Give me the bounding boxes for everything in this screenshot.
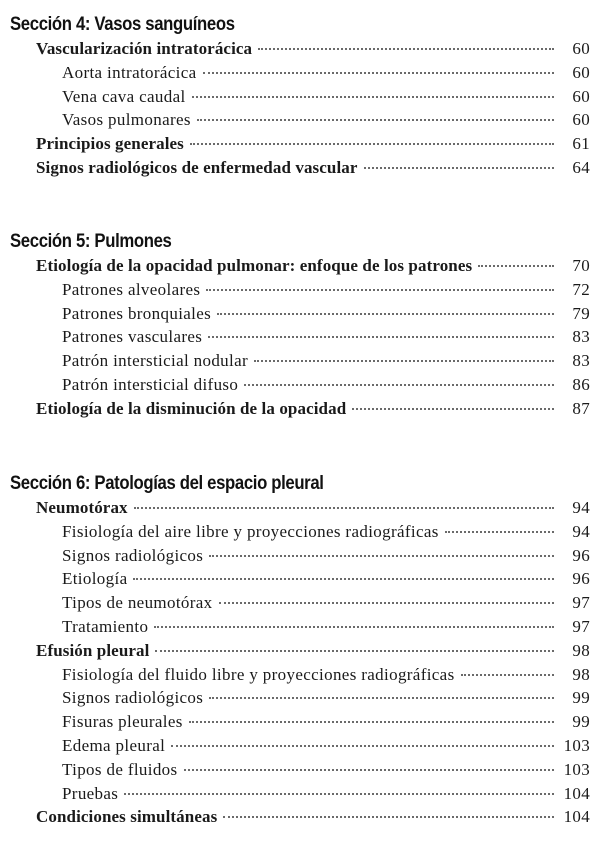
toc-entry-label: Neumotórax (36, 498, 128, 517)
toc-subentry[interactable] (0, 108, 600, 132)
dot-leader (352, 408, 554, 410)
dot-leader (133, 578, 554, 580)
toc-subentry[interactable] (0, 591, 600, 615)
toc-entry-page: 87 (572, 398, 590, 418)
toc-subentry[interactable] (0, 782, 600, 806)
toc-entry-page: 99 (572, 712, 590, 732)
toc-entry-label: Principios generales (36, 134, 184, 154)
toc-entry-label: Tratamiento (62, 616, 149, 636)
toc-subentry[interactable] (0, 302, 600, 326)
toc-entry-label: Fisuras pleurales (62, 712, 183, 732)
toc-entry-label: Patrones vasculares (62, 327, 203, 347)
toc-subentry[interactable] (0, 373, 600, 397)
toc-entry-page: 103 (563, 735, 590, 755)
toc-entry[interactable] (0, 132, 600, 156)
toc-subentry[interactable] (0, 758, 600, 782)
dot-leader (364, 167, 554, 169)
toc-entry-label: Patrón intersticial nodular (62, 351, 249, 371)
dot-leader (190, 143, 554, 145)
toc-entry[interactable] (0, 496, 600, 520)
toc-entry-label: Vascularización intratorácica (36, 39, 253, 58)
toc-entry-label: Tipos de fluidos (62, 759, 178, 779)
dot-leader (184, 769, 555, 771)
toc-entry-label: Signos radiológicos (62, 545, 204, 565)
toc-entry-label: Etiología de la opacidad pulmonar: enfoque de los patrones (36, 256, 473, 275)
toc-entry-page: 104 (563, 807, 590, 827)
toc-entry-page: 96 (572, 569, 590, 589)
toc-entry-page: 83 (572, 351, 590, 371)
toc-entry-page: 94 (572, 521, 590, 541)
toc-entry[interactable] (0, 254, 600, 278)
dot-leader (189, 721, 554, 723)
toc-entry[interactable] (0, 397, 600, 421)
toc-subentry[interactable] (0, 349, 600, 373)
toc-subentry[interactable] (0, 325, 600, 349)
toc-entry-page: 98 (572, 640, 590, 660)
toc-entry-page: 94 (572, 498, 590, 517)
toc-entry-page: 60 (572, 62, 590, 82)
toc-entry-page: 83 (572, 327, 590, 347)
toc-entry-page: 97 (572, 593, 590, 613)
dot-leader (244, 384, 554, 386)
toc-subentry[interactable] (0, 61, 600, 85)
dot-leader (206, 289, 554, 291)
toc-entry-label: Edema pleural (62, 735, 166, 755)
toc-subentry[interactable] (0, 615, 600, 639)
section-title: Sección 6: Patologías del espacio pleural (10, 473, 324, 494)
section-title: Sección 4: Vasos sanguíneos (10, 14, 235, 35)
toc-entry-page: 103 (563, 759, 590, 779)
toc-entry-label: Vena cava caudal (62, 86, 186, 106)
toc-entry-label: Signos radiológicos de enfermedad vascular (36, 157, 358, 177)
toc-entry-label: Condiciones simultáneas (36, 807, 218, 827)
dot-leader (217, 313, 554, 315)
dot-leader (208, 336, 554, 338)
toc-subentry[interactable] (0, 663, 600, 687)
toc-subentry[interactable] (0, 544, 600, 568)
toc-subentry[interactable] (0, 85, 600, 109)
toc-entry-label: Etiología de la disminución de la opacidad (36, 398, 347, 418)
dot-leader (155, 650, 554, 652)
toc-entry-label: Efusión pleural (36, 640, 150, 660)
dot-leader (209, 555, 554, 557)
dot-leader (254, 360, 554, 362)
toc-entry-page: 60 (572, 39, 590, 58)
dot-leader (219, 602, 554, 604)
toc-subentry[interactable] (0, 686, 600, 710)
dot-leader (445, 531, 554, 533)
toc-entry-page: 60 (572, 110, 590, 130)
toc-entry-label: Patrones alveolares (62, 279, 201, 299)
dot-leader (223, 816, 554, 818)
toc-entry-page: 97 (572, 616, 590, 636)
toc-entry-label: Fisiología del aire libre y proyecciones radiográficas (62, 521, 439, 541)
toc-entry[interactable] (0, 639, 600, 663)
toc-entry[interactable] (0, 805, 600, 829)
toc-entry-label: Signos radiológicos (62, 688, 204, 708)
toc-entry-label: Etiología (62, 569, 128, 589)
toc-subentry[interactable] (0, 734, 600, 758)
dot-leader (461, 674, 554, 676)
toc-entry-page: 79 (572, 303, 590, 323)
toc-entry[interactable] (0, 37, 600, 61)
toc-entry-page: 60 (572, 86, 590, 106)
dot-leader (258, 48, 554, 50)
toc-entry-label: Patrón intersticial difuso (62, 374, 239, 394)
toc-section-5 (0, 230, 600, 421)
toc-entry-page: 99 (572, 688, 590, 708)
toc-section-6 (0, 472, 600, 829)
toc-entry-page: 86 (572, 374, 590, 394)
toc-entry-page: 96 (572, 545, 590, 565)
dot-leader (154, 626, 554, 628)
dot-leader (209, 697, 554, 699)
toc-subentry[interactable] (0, 710, 600, 734)
toc-subentry[interactable] (0, 278, 600, 302)
toc-entry-page: 98 (572, 664, 590, 684)
toc-entry-label: Fisiología del fluido libre y proyecciones radiográficas (62, 664, 455, 684)
dot-leader (192, 96, 554, 98)
section-title: Sección 5: Pulmones (10, 231, 172, 252)
dot-leader (124, 793, 554, 795)
dot-leader (134, 507, 554, 509)
toc-entry-label: Vasos pulmonares (62, 110, 191, 130)
dot-leader (203, 72, 554, 74)
toc-entry-page: 104 (563, 783, 590, 803)
toc-entry-page: 70 (572, 256, 590, 275)
toc-entry-page: 64 (572, 157, 590, 177)
dot-leader (197, 119, 554, 121)
toc-entry-label: Patrones bronquiales (62, 303, 212, 323)
toc-entry-label: Tipos de neumotórax (62, 593, 213, 613)
toc-entry-page: 61 (572, 134, 590, 154)
toc-entry-page: 72 (572, 279, 590, 299)
toc-entry-label: Aorta intratorácica (62, 62, 197, 82)
dot-leader (171, 745, 554, 747)
toc-subentry[interactable] (0, 520, 600, 544)
dot-leader (478, 265, 554, 267)
toc-entry[interactable] (0, 156, 600, 180)
toc-entry-label: Pruebas (62, 783, 119, 803)
toc-subentry[interactable] (0, 567, 600, 591)
toc-section-4 (0, 13, 600, 180)
